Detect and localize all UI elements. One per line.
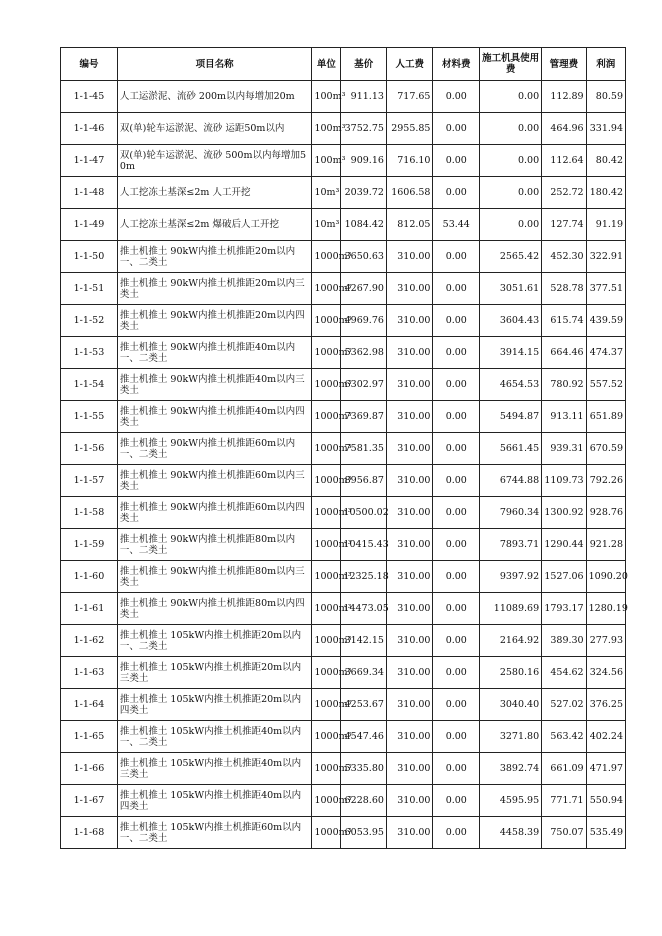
- cell-machine-cost: 2565.42: [480, 241, 542, 273]
- cell-labor-cost: 310.00: [386, 753, 433, 785]
- cell-base-price: 10500.02: [341, 497, 387, 529]
- cell-management-fee: 939.31: [542, 433, 586, 465]
- cell-material-cost: 0.00: [433, 497, 480, 529]
- cell-profit: 550.94: [586, 785, 625, 817]
- cell-management-fee: 1109.73: [542, 465, 586, 497]
- cell-labor-cost: 310.00: [386, 273, 433, 305]
- cell-machine-cost: 2164.92: [480, 625, 542, 657]
- cell-name: 推土机推土 105kW内推土机推距60m以内一、二类土: [117, 817, 312, 849]
- cell-code: 1-1-62: [61, 625, 118, 657]
- cell-name: 推土机推土 90kW内推土机推距80m以内四类土: [117, 593, 312, 625]
- cell-base-price: 911.13: [341, 81, 387, 113]
- cell-management-fee: 1527.06: [542, 561, 586, 593]
- cell-material-cost: 53.44: [433, 209, 480, 241]
- cell-base-price: 5335.80: [341, 753, 387, 785]
- cell-machine-cost: 3040.40: [480, 689, 542, 721]
- cell-base-price: 12325.18: [341, 561, 387, 593]
- cell-profit: 377.51: [586, 273, 625, 305]
- cell-name: 推土机推土 105kW内推土机推距20m以内四类土: [117, 689, 312, 721]
- cell-machine-cost: 11089.69: [480, 593, 542, 625]
- cell-base-price: 4969.76: [341, 305, 387, 337]
- cell-unit: 1000m³: [312, 753, 341, 785]
- cell-unit: 1000m³: [312, 369, 341, 401]
- cell-code: 1-1-57: [61, 465, 118, 497]
- cell-machine-cost: 0.00: [480, 145, 542, 177]
- cell-name: 推土机推土 90kW内推土机推距80m以内三类土: [117, 561, 312, 593]
- cell-unit: 10m³: [312, 177, 341, 209]
- cell-material-cost: 0.00: [433, 113, 480, 145]
- cell-unit: 100m³: [312, 113, 341, 145]
- cell-unit: 1000m³: [312, 657, 341, 689]
- cell-labor-cost: 310.00: [386, 689, 433, 721]
- cell-code: 1-1-58: [61, 497, 118, 529]
- cell-name: 推土机推土 90kW内推土机推距60m以内一、二类土: [117, 433, 312, 465]
- table-row: [61, 369, 626, 401]
- cell-labor-cost: 310.00: [386, 337, 433, 369]
- header-row: [61, 48, 626, 81]
- cell-code: 1-1-67: [61, 785, 118, 817]
- cell-unit: 100m³: [312, 145, 341, 177]
- cell-management-fee: 661.09: [542, 753, 586, 785]
- cell-labor-cost: 310.00: [386, 785, 433, 817]
- cell-management-fee: 252.72: [542, 177, 586, 209]
- header-material-cost: 材料费: [433, 48, 480, 81]
- cell-profit: 928.76: [586, 497, 625, 529]
- cell-code: 1-1-64: [61, 689, 118, 721]
- cell-base-price: 8956.87: [341, 465, 387, 497]
- header-base-price: 基价: [341, 48, 387, 81]
- cell-name: 推土机推土 105kW内推土机推距40m以内三类土: [117, 753, 312, 785]
- cell-name: 双(单)轮车运淤泥、流砂 运距50m以内: [117, 113, 312, 145]
- cell-machine-cost: 3271.80: [480, 721, 542, 753]
- cell-code: 1-1-56: [61, 433, 118, 465]
- cell-code: 1-1-66: [61, 753, 118, 785]
- table-row: [61, 305, 626, 337]
- cell-machine-cost: 4458.39: [480, 817, 542, 849]
- cell-name: 推土机推土 90kW内推土机推距20m以内四类土: [117, 305, 312, 337]
- cell-code: 1-1-51: [61, 273, 118, 305]
- header-unit: 单位: [312, 48, 341, 81]
- cell-machine-cost: 6744.88: [480, 465, 542, 497]
- cell-base-price: 6228.60: [341, 785, 387, 817]
- table-row: [61, 465, 626, 497]
- cell-material-cost: 0.00: [433, 177, 480, 209]
- cell-profit: 651.89: [586, 401, 625, 433]
- cell-code: 1-1-53: [61, 337, 118, 369]
- cell-management-fee: 664.46: [542, 337, 586, 369]
- cell-management-fee: 913.11: [542, 401, 586, 433]
- cell-management-fee: 127.74: [542, 209, 586, 241]
- cell-unit: 1000m³: [312, 625, 341, 657]
- cell-name: 推土机推土 90kW内推土机推距80m以内一、二类土: [117, 529, 312, 561]
- cell-unit: 10m³: [312, 209, 341, 241]
- cell-machine-cost: 9397.92: [480, 561, 542, 593]
- cell-name: 推土机推土 105kW内推土机推距20m以内一、二类土: [117, 625, 312, 657]
- cell-profit: 376.25: [586, 689, 625, 721]
- cell-base-price: 4267.90: [341, 273, 387, 305]
- cell-unit: 1000m³: [312, 305, 341, 337]
- cell-name: 推土机推土 90kW内推土机推距40m以内一、二类土: [117, 337, 312, 369]
- header-machine-cost: 施工机具使用费: [480, 48, 542, 81]
- cell-machine-cost: 2580.16: [480, 657, 542, 689]
- cell-code: 1-1-49: [61, 209, 118, 241]
- cell-material-cost: 0.00: [433, 433, 480, 465]
- cell-machine-cost: 3051.61: [480, 273, 542, 305]
- cell-labor-cost: 310.00: [386, 401, 433, 433]
- cell-code: 1-1-47: [61, 145, 118, 177]
- cell-base-price: 1084.42: [341, 209, 387, 241]
- cell-profit: 921.28: [586, 529, 625, 561]
- cell-profit: 180.42: [586, 177, 625, 209]
- table-row: [61, 753, 626, 785]
- cell-labor-cost: 717.65: [386, 81, 433, 113]
- cell-labor-cost: 310.00: [386, 561, 433, 593]
- cell-labor-cost: 310.00: [386, 529, 433, 561]
- cell-management-fee: 389.30: [542, 625, 586, 657]
- table-row: [61, 81, 626, 113]
- cell-machine-cost: 4654.53: [480, 369, 542, 401]
- cell-profit: 402.24: [586, 721, 625, 753]
- cell-unit: 1000m³: [312, 465, 341, 497]
- cell-unit: 1000m³: [312, 273, 341, 305]
- table-row: [61, 689, 626, 721]
- cell-unit: 1000m³: [312, 497, 341, 529]
- table-row: [61, 721, 626, 753]
- table-row: [61, 593, 626, 625]
- cell-labor-cost: 310.00: [386, 369, 433, 401]
- cell-labor-cost: 310.00: [386, 241, 433, 273]
- cell-profit: 474.37: [586, 337, 625, 369]
- cell-name: 双(单)轮车运淤泥、流砂 500m以内每增加50m: [117, 145, 312, 177]
- cell-material-cost: 0.00: [433, 465, 480, 497]
- table-row: [61, 785, 626, 817]
- cell-machine-cost: 3892.74: [480, 753, 542, 785]
- cell-material-cost: 0.00: [433, 337, 480, 369]
- cell-profit: 670.59: [586, 433, 625, 465]
- cell-base-price: 7581.35: [341, 433, 387, 465]
- table-row: [61, 817, 626, 849]
- cell-code: 1-1-68: [61, 817, 118, 849]
- cell-labor-cost: 2955.85: [386, 113, 433, 145]
- cell-management-fee: 615.74: [542, 305, 586, 337]
- cell-code: 1-1-52: [61, 305, 118, 337]
- cell-profit: 322.91: [586, 241, 625, 273]
- cell-management-fee: 528.78: [542, 273, 586, 305]
- table-row: [61, 529, 626, 561]
- cell-labor-cost: 1606.58: [386, 177, 433, 209]
- cell-profit: 91.19: [586, 209, 625, 241]
- cell-labor-cost: 310.00: [386, 657, 433, 689]
- cell-code: 1-1-46: [61, 113, 118, 145]
- cell-material-cost: 0.00: [433, 753, 480, 785]
- table-row: [61, 337, 626, 369]
- cell-material-cost: 0.00: [433, 273, 480, 305]
- cell-material-cost: 0.00: [433, 721, 480, 753]
- cell-labor-cost: 310.00: [386, 305, 433, 337]
- cell-labor-cost: 310.00: [386, 817, 433, 849]
- cell-code: 1-1-60: [61, 561, 118, 593]
- cell-profit: 80.59: [586, 81, 625, 113]
- cell-labor-cost: 812.05: [386, 209, 433, 241]
- cell-management-fee: 780.92: [542, 369, 586, 401]
- cell-base-price: 3669.34: [341, 657, 387, 689]
- cell-machine-cost: 0.00: [480, 209, 542, 241]
- table-row: [61, 561, 626, 593]
- cell-profit: 439.59: [586, 305, 625, 337]
- cell-machine-cost: 0.00: [480, 113, 542, 145]
- cell-machine-cost: 5661.45: [480, 433, 542, 465]
- cell-base-price: 14473.05: [341, 593, 387, 625]
- cell-unit: 1000m³: [312, 689, 341, 721]
- header-management-fee: 管理费: [542, 48, 586, 81]
- table-row: [61, 273, 626, 305]
- cell-name: 推土机推土 90kW内推土机推距60m以内三类土: [117, 465, 312, 497]
- table-body: [61, 81, 626, 849]
- cell-profit: 80.42: [586, 145, 625, 177]
- cell-base-price: 4547.46: [341, 721, 387, 753]
- cell-name: 推土机推土 105kW内推土机推距40m以内四类土: [117, 785, 312, 817]
- cell-material-cost: 0.00: [433, 561, 480, 593]
- cell-base-price: 3142.15: [341, 625, 387, 657]
- cell-code: 1-1-55: [61, 401, 118, 433]
- cell-base-price: 909.16: [341, 145, 387, 177]
- cell-code: 1-1-63: [61, 657, 118, 689]
- cell-name: 推土机推土 90kW内推土机推距60m以内四类土: [117, 497, 312, 529]
- cell-material-cost: 0.00: [433, 689, 480, 721]
- cell-profit: 557.52: [586, 369, 625, 401]
- cell-unit: 1000m³: [312, 433, 341, 465]
- cell-unit: 1000m³: [312, 561, 341, 593]
- table-row: [61, 497, 626, 529]
- cell-base-price: 7369.87: [341, 401, 387, 433]
- cell-material-cost: 0.00: [433, 785, 480, 817]
- cell-material-cost: 0.00: [433, 241, 480, 273]
- cell-management-fee: 1290.44: [542, 529, 586, 561]
- cell-machine-cost: 0.00: [480, 177, 542, 209]
- table-row: [61, 625, 626, 657]
- cell-machine-cost: 5494.87: [480, 401, 542, 433]
- cell-labor-cost: 310.00: [386, 465, 433, 497]
- table-row: [61, 145, 626, 177]
- cell-management-fee: 750.07: [542, 817, 586, 849]
- cell-unit: 1000m³: [312, 529, 341, 561]
- cell-material-cost: 0.00: [433, 145, 480, 177]
- table-row: [61, 177, 626, 209]
- cell-unit: 1000m³: [312, 785, 341, 817]
- cell-base-price: 3650.63: [341, 241, 387, 273]
- cell-code: 1-1-50: [61, 241, 118, 273]
- cell-base-price: 6053.95: [341, 817, 387, 849]
- table-row: [61, 657, 626, 689]
- cell-material-cost: 0.00: [433, 625, 480, 657]
- cell-management-fee: 1793.17: [542, 593, 586, 625]
- cell-code: 1-1-61: [61, 593, 118, 625]
- header-code: 编号: [61, 48, 118, 81]
- cell-base-price: 6302.97: [341, 369, 387, 401]
- cell-management-fee: 771.71: [542, 785, 586, 817]
- cell-unit: 1000m³: [312, 817, 341, 849]
- cell-labor-cost: 716.10: [386, 145, 433, 177]
- cell-code: 1-1-65: [61, 721, 118, 753]
- cell-name: 人工挖冻土基深≤2m 爆破后人工开挖: [117, 209, 312, 241]
- table-row: [61, 401, 626, 433]
- cell-unit: 1000m³: [312, 337, 341, 369]
- cell-code: 1-1-54: [61, 369, 118, 401]
- cell-management-fee: 1300.92: [542, 497, 586, 529]
- quota-table: [60, 47, 626, 849]
- table-row: [61, 209, 626, 241]
- cell-code: 1-1-45: [61, 81, 118, 113]
- header-name: 项目名称: [117, 48, 312, 81]
- cell-profit: 1090.20: [586, 561, 625, 593]
- cell-unit: 1000m³: [312, 593, 341, 625]
- cell-name: 推土机推土 90kW内推土机推距40m以内四类土: [117, 401, 312, 433]
- cell-profit: 277.93: [586, 625, 625, 657]
- cell-labor-cost: 310.00: [386, 625, 433, 657]
- cell-machine-cost: 7960.34: [480, 497, 542, 529]
- cell-machine-cost: 3914.15: [480, 337, 542, 369]
- cell-name: 推土机推土 90kW内推土机推距20m以内三类土: [117, 273, 312, 305]
- cell-management-fee: 464.96: [542, 113, 586, 145]
- cell-base-price: 5362.98: [341, 337, 387, 369]
- cell-material-cost: 0.00: [433, 81, 480, 113]
- cell-material-cost: 0.00: [433, 529, 480, 561]
- cell-name: 人工运淤泥、流砂 200m以内每增加20m: [117, 81, 312, 113]
- cell-unit: 1000m³: [312, 401, 341, 433]
- cell-labor-cost: 310.00: [386, 593, 433, 625]
- cell-machine-cost: 7893.71: [480, 529, 542, 561]
- cell-base-price: 10415.43: [341, 529, 387, 561]
- table-row: [61, 113, 626, 145]
- cell-material-cost: 0.00: [433, 593, 480, 625]
- cell-profit: 535.49: [586, 817, 625, 849]
- cell-labor-cost: 310.00: [386, 721, 433, 753]
- cell-unit: 1000m³: [312, 721, 341, 753]
- header-labor-cost: 人工费: [386, 48, 433, 81]
- table-row: [61, 241, 626, 273]
- cell-management-fee: 527.02: [542, 689, 586, 721]
- cell-base-price: 3752.75: [341, 113, 387, 145]
- header-profit: 利润: [586, 48, 625, 81]
- cell-profit: 324.56: [586, 657, 625, 689]
- cell-management-fee: 112.64: [542, 145, 586, 177]
- cell-management-fee: 452.30: [542, 241, 586, 273]
- cell-name: 推土机推土 105kW内推土机推距40m以内一、二类土: [117, 721, 312, 753]
- cell-material-cost: 0.00: [433, 305, 480, 337]
- cell-material-cost: 0.00: [433, 817, 480, 849]
- cell-unit: 100m³: [312, 81, 341, 113]
- cell-base-price: 4253.67: [341, 689, 387, 721]
- cell-name: 推土机推土 90kW内推土机推距20m以内一、二类土: [117, 241, 312, 273]
- cell-name: 推土机推土 90kW内推土机推距40m以内三类土: [117, 369, 312, 401]
- cell-material-cost: 0.00: [433, 401, 480, 433]
- cell-profit: 1280.19: [586, 593, 625, 625]
- cell-profit: 792.26: [586, 465, 625, 497]
- cell-code: 1-1-48: [61, 177, 118, 209]
- cell-management-fee: 112.89: [542, 81, 586, 113]
- cell-labor-cost: 310.00: [386, 497, 433, 529]
- cell-material-cost: 0.00: [433, 369, 480, 401]
- table-row: [61, 433, 626, 465]
- cell-machine-cost: 4595.95: [480, 785, 542, 817]
- cell-labor-cost: 310.00: [386, 433, 433, 465]
- cell-base-price: 2039.72: [341, 177, 387, 209]
- cell-machine-cost: 3604.43: [480, 305, 542, 337]
- cell-profit: 471.97: [586, 753, 625, 785]
- cell-name: 推土机推土 105kW内推土机推距20m以内三类土: [117, 657, 312, 689]
- cell-code: 1-1-59: [61, 529, 118, 561]
- cell-profit: 331.94: [586, 113, 625, 145]
- cell-material-cost: 0.00: [433, 657, 480, 689]
- cell-machine-cost: 0.00: [480, 81, 542, 113]
- cell-management-fee: 563.42: [542, 721, 586, 753]
- cell-name: 人工挖冻土基深≤2m 人工开挖: [117, 177, 312, 209]
- cell-unit: 1000m³: [312, 241, 341, 273]
- cell-management-fee: 454.62: [542, 657, 586, 689]
